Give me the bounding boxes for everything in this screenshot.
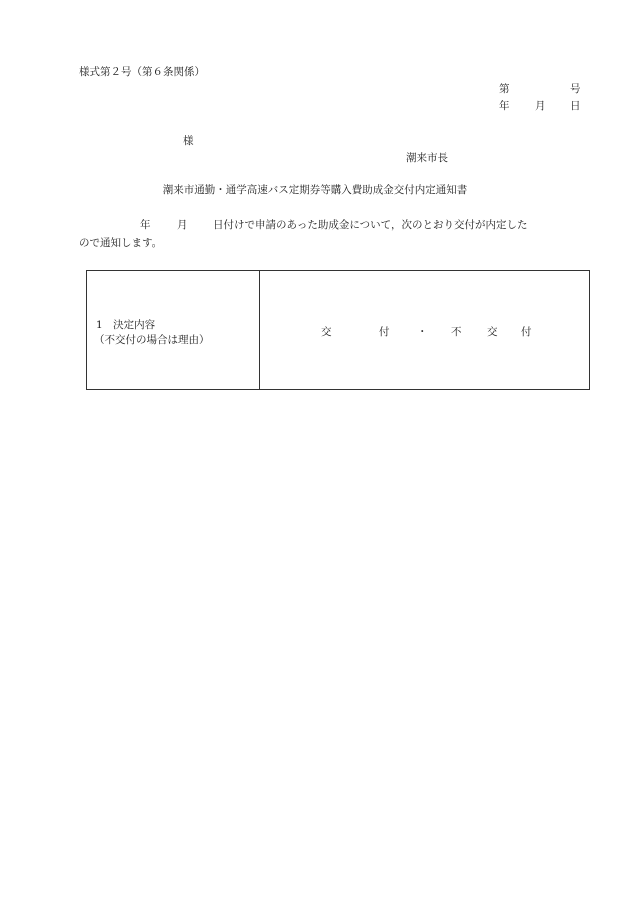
option-separator: ・ <box>417 326 428 338</box>
date-year-label: 年 <box>499 100 510 112</box>
number-label: 第 <box>499 83 510 95</box>
option-nongrant-char-2: 交 <box>487 326 498 338</box>
body-month-label: 月 <box>177 219 188 231</box>
number-suffix: 号 <box>570 83 581 95</box>
sender-name: 潮来市長 <box>406 152 448 164</box>
table-divider <box>259 271 260 389</box>
document-title: 潮来市通勤・通学高速バス定期券等購入費助成金交付内定通知書 <box>162 184 468 196</box>
decision-row-sublabel: （不交付の場合は理由） <box>94 334 210 346</box>
body-text-line-2: ので通知します。 <box>79 237 163 249</box>
body-year-label: 年 <box>140 219 151 231</box>
option-nongrant-char-3: 付 <box>521 326 532 338</box>
option-grant-char-2: 付 <box>379 326 390 338</box>
body-text-line-1: 日付けで申請のあった助成金について，次のとおり交付が内定した <box>213 219 528 231</box>
option-grant-char-1: 交 <box>321 326 332 338</box>
option-nongrant-char-1: 不 <box>451 326 462 338</box>
addressee-honorific: 様 <box>183 135 194 147</box>
form-number: 様式第２号（第６条関係） <box>79 66 205 78</box>
decision-row-label: 1 決定内容 <box>96 319 156 331</box>
decision-table <box>86 270 590 390</box>
date-month-label: 月 <box>535 100 546 112</box>
date-day-label: 日 <box>570 100 581 112</box>
